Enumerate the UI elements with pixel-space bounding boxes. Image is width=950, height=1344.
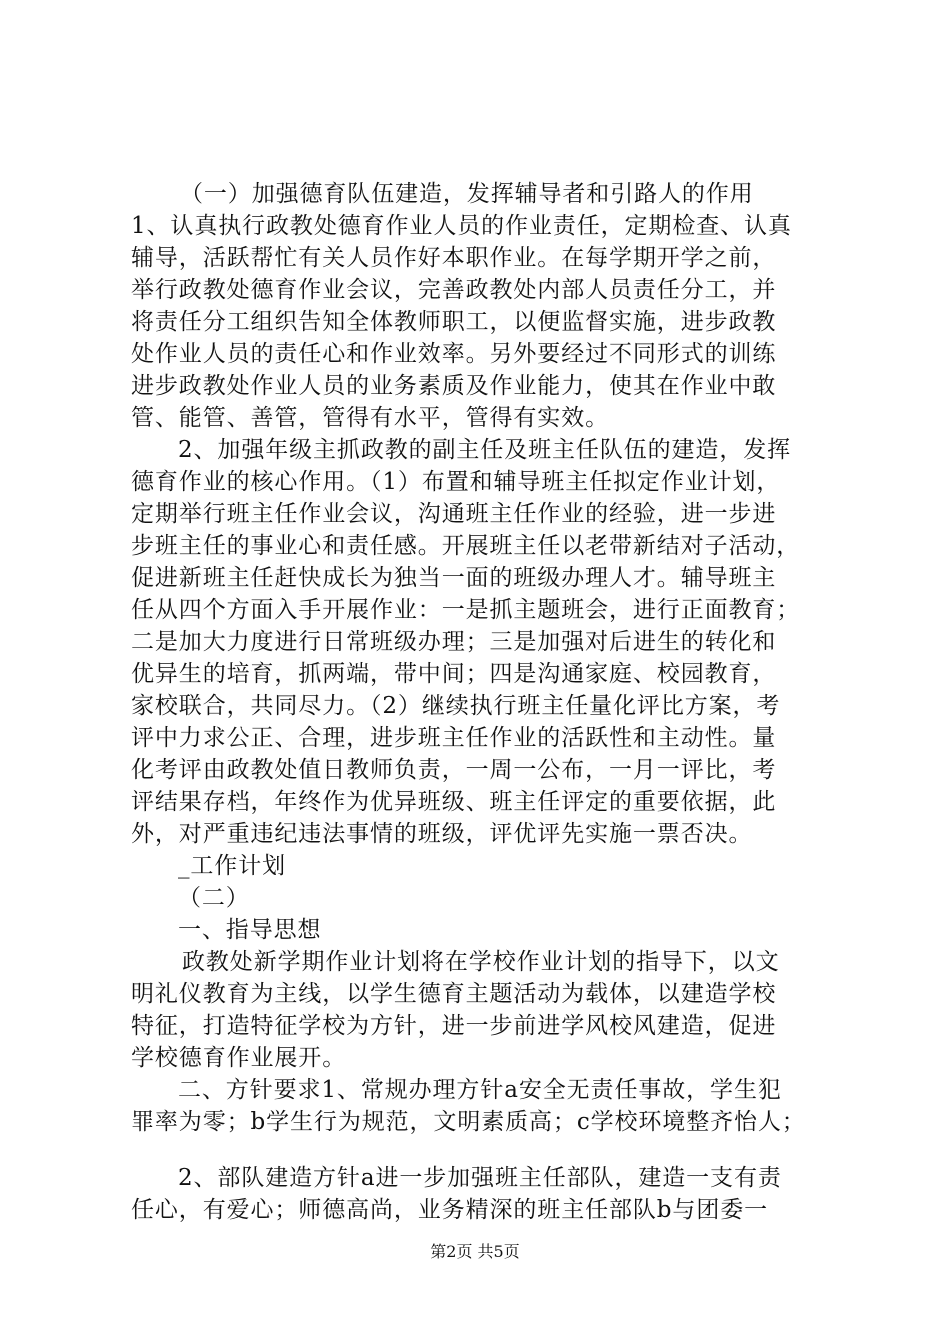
text-line: 化考评由政教处值日教师负责，一周一公布，一月一评比，考: [131, 757, 777, 783]
text-line: （二）: [178, 885, 250, 911]
text-line: 促进新班主任赶快成长为独当一面的班级办理人才。辅导班主: [131, 565, 777, 591]
text-line: 二是加大力度进行日常班级办理；三是加强对后进生的转化和: [131, 629, 777, 655]
text-line: 家校联合，共同尽力。（2）继续执行班主任量化评比方案，考: [131, 693, 781, 719]
text-line: 举行政教处德育作业会议，完善政教处内部人员责任分工，并: [131, 277, 777, 303]
text-line: 辅导，活跃帮忙有关人员作好本职作业。在每学期开学之前，: [131, 245, 777, 271]
text-line: 2、加强年级主抓政教的副主任及班主任队伍的建造，发挥: [178, 437, 792, 463]
text-line: 罪率为零；b学生行为规范，文明素质高；c学校环境整齐怡人；: [131, 1109, 806, 1135]
text-line: 任心，有爱心；师德高尚，业务精深的班主任部队b与团委一: [131, 1197, 769, 1223]
text-line: 2、部队建造方针a进一步加强班主任部队，建造一支有责: [178, 1165, 782, 1191]
text-line: 定期举行班主任作业会议，沟通班主任作业的经验，进一步进: [131, 501, 777, 527]
text-line: 处作业人员的责任心和作业效率。另外要经过不同形式的训练: [131, 341, 777, 367]
text-line: _工作计划: [178, 853, 286, 879]
text-line: 任从四个方面入手开展作业：一是抓主题班会，进行正面教育；: [131, 597, 801, 623]
text-line: 二、方针要求1、常规办理方针a安全无责任事故，学生犯: [178, 1077, 782, 1103]
text-line: 学校德育作业展开。: [131, 1045, 347, 1071]
text-line: 外，对严重违纪违法事情的班级，评优评先实施一票否决。: [131, 821, 753, 847]
text-line: 1、认真执行政教处德育作业人员的作业责任，定期检查、认真: [131, 213, 792, 239]
text-line: 进步政教处作业人员的业务素质及作业能力，使其在作业中敢: [131, 373, 777, 399]
text-line: 优异生的培育，抓两端，带中间；四是沟通家庭、校园教育，: [131, 661, 777, 687]
text-line: 一、指导思想: [178, 917, 322, 943]
text-line: 将责任分工组织告知全体教师职工，以便监督实施，进步政教: [131, 309, 777, 335]
page-footer: 第2页 共5页: [430, 1242, 520, 1261]
text-line: 政教处新学期作业计划将在学校作业计划的指导下，以文: [182, 949, 780, 975]
text-line: 特征，打造特征学校为方针，进一步前进学风校风建造，促进: [131, 1013, 777, 1039]
text-line: （一）加强德育队伍建造，发挥辅导者和引路人的作用: [180, 181, 754, 207]
text-line: 评结果存档，年终作为优异班级、班主任评定的重要依据，此: [131, 789, 777, 815]
text-line: 明礼仪教育为主线，以学生德育主题活动为载体，以建造学校: [131, 981, 777, 1007]
text-line: 步班主任的事业心和责任感。开展班主任以老带新结对子活动，: [131, 533, 801, 559]
text-line: 管、能管、善管，管得有水平，管得有实效。: [131, 405, 609, 431]
text-line: 评中力求公正、合理，进步班主任作业的活跃性和主动性。量: [131, 725, 777, 751]
text-line: 德育作业的核心作用。（1）布置和辅导班主任拟定作业计划，: [131, 469, 781, 495]
